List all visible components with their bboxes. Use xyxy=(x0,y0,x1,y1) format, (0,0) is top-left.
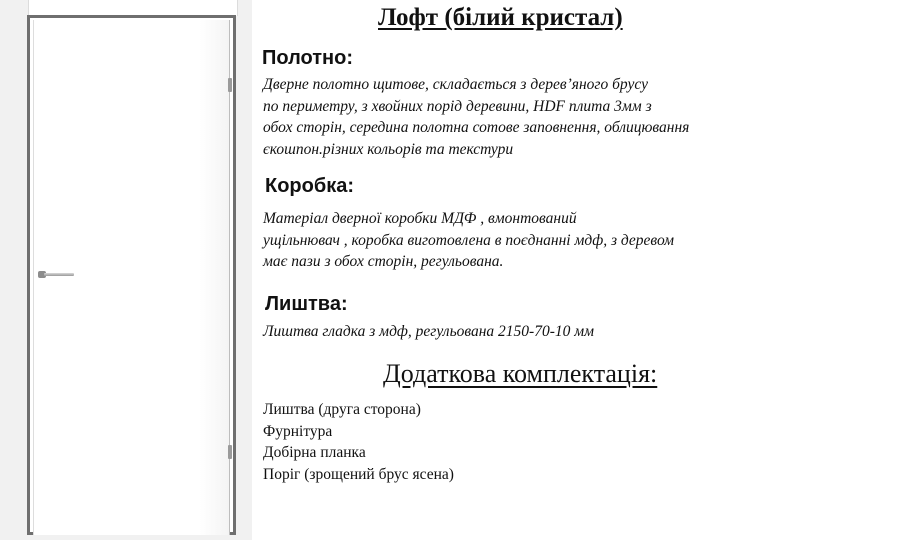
hinge-bottom xyxy=(228,445,232,459)
section-trim-description xyxy=(263,321,594,343)
section-trim-line: Лиштва гладка з мдф, регульована 2150-70-10 мм xyxy=(263,323,595,340)
section-frame-line: Матеріал дверної коробки МДФ , вмонтований xyxy=(263,210,577,227)
section-leaf-line: по периметру, з хвойних порід деревини, HDF плита 3мм з xyxy=(263,97,652,115)
section-frame-line: ущільнювач , коробка виготовлена в поєднанні мдф, з деревом xyxy=(263,231,675,249)
door-handle-lever xyxy=(44,273,74,276)
extras-list xyxy=(263,399,454,485)
door-handle xyxy=(38,271,74,278)
section-heading-trim: Лиштва: xyxy=(265,293,348,315)
door-top-strip xyxy=(28,0,238,16)
page-title: Лофт (білий кристал) xyxy=(378,4,623,31)
section-leaf-line: Дверне полотно щитове, складається з дерев’яного брусу xyxy=(263,76,648,93)
extras-item: Фурнітура xyxy=(263,422,333,440)
extras-item: Лиштва (друга сторона) xyxy=(263,401,421,418)
section-heading-frame: Коробка: xyxy=(265,175,355,197)
extras-item: Добірна планка xyxy=(263,444,366,461)
extras-item: Поріг (зрощений брус ясена) xyxy=(263,465,454,483)
section-frame-description xyxy=(263,208,674,273)
section-leaf-line: єкошпон.різних кольорів та текстури xyxy=(263,140,514,158)
section-frame-line: має пази з обох сторін, регульована. xyxy=(263,253,504,270)
section-leaf-description xyxy=(263,74,689,160)
section-leaf-line: обох сторін, середина полотна сотове заповнення, облицювання xyxy=(263,119,690,136)
section-heading-leaf: Полотно: xyxy=(262,47,354,69)
door-illustration xyxy=(0,0,252,540)
hinge-top xyxy=(228,78,232,92)
extras-title: Додаткова комплектація: xyxy=(383,359,658,388)
